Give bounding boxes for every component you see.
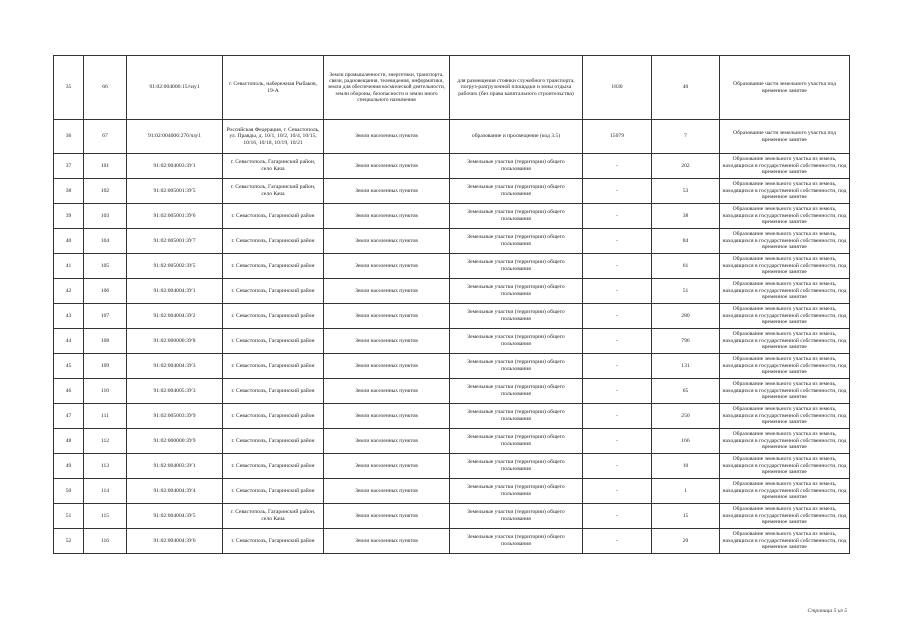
address-cell: г. Севастополь, Гагаринский район [223,479,324,504]
cadastral-number-cell: 91:02:004004:ЗУ5 [127,504,223,529]
part-area-cell: 20 [652,529,720,554]
plot-id-cell: 114 [84,479,127,504]
address-cell: г. Севастополь, Гагаринский район [223,429,324,454]
plot-id-cell: 106 [84,279,127,304]
permitted-use-cell: Земельные участки (территории) общего пользования [450,229,583,254]
area-cell: - [583,504,652,529]
purpose-cell: Образование земельного участка из земель, находящихся в государственной собственности, под временное занятие [720,454,850,479]
part-area-cell: 250 [652,404,720,429]
area-cell: - [583,329,652,354]
land-category-cell: Земли населенных пунктов [324,354,450,379]
part-area-cell: 15 [652,504,720,529]
permitted-use-cell: Земельные участки (территории) общего пользования [450,179,583,204]
part-area-cell: 280 [652,304,720,329]
area-cell: - [583,204,652,229]
plot-id-cell: 105 [84,254,127,279]
part-area-cell: 131 [652,354,720,379]
land-category-cell: Земли населенных пунктов [324,254,450,279]
purpose-cell: Образование земельного участка из земель, находящихся в государственной собственности, под временное занятие [720,529,850,554]
area-cell: - [583,229,652,254]
permitted-use-cell: Земельные участки (территории) общего пользования [450,379,583,404]
row-number-cell: 40 [54,229,84,254]
land-category-cell: Земли населенных пунктов [324,454,450,479]
address-cell: г. Севастополь, Гагаринский район [223,229,324,254]
land-category-cell: Земли промышленности, энергетики, транспорта, связи, радиовещания, телевидения, информатики, земли для обеспечения космической деятельности, земли обороны, безопасности и земли иного специального назначения [324,56,450,120]
part-area-cell: 65 [652,379,720,404]
row-number-cell: 50 [54,479,84,504]
row-number-cell: 39 [54,204,84,229]
address-cell: г. Севастополь, Гагаринский район [223,304,324,329]
land-category-cell: Земли населенных пунктов [324,154,450,179]
area-cell: - [583,454,652,479]
area-cell: - [583,304,652,329]
row-number-cell: 44 [54,329,84,354]
permitted-use-cell: Земельные участки (территории) общего пользования [450,154,583,179]
part-area-cell: 40 [652,56,720,120]
row-number-cell: 49 [54,454,84,479]
permitted-use-cell: Земельные участки (территории) общего пользования [450,329,583,354]
area-cell: - [583,179,652,204]
plot-id-cell: 108 [84,329,127,354]
plot-id-cell: 101 [84,154,127,179]
area-cell: - [583,254,652,279]
row-number-cell: 51 [54,504,84,529]
permitted-use-cell: Земельные участки (территории) общего пользования [450,454,583,479]
address-cell: г. Севастополь, Гагаринский район [223,404,324,429]
row-number-cell: 41 [54,254,84,279]
part-area-cell: 61 [652,254,720,279]
plot-id-cell: 115 [84,504,127,529]
cadastral-number-cell: 91:02:005001:ЗУ6 [127,204,223,229]
area-cell: - [583,479,652,504]
plot-id-cell: 112 [84,429,127,454]
purpose-cell: Образование земельного участка из земель, находящихся в государственной собственности, под временное занятие [720,279,850,304]
purpose-cell: Образование земельного участка из земель, находящихся в государственной собственности, под временное занятие [720,179,850,204]
plot-id-cell: 103 [84,204,127,229]
cadastral-number-cell: 91:02:004006:276/чзу1 [127,120,223,154]
part-area-cell: 10 [652,454,720,479]
plot-id-cell: 116 [84,529,127,554]
purpose-cell: Образование земельного участка из земель, находящихся в государственной собственности, под временное занятие [720,254,850,279]
cadastral-number-cell: 91:02:004004:ЗУ4 [127,479,223,504]
permitted-use-cell: образование и просвещение (код 3.5) [450,120,583,154]
permitted-use-cell: Земельные участки (территории) общего пользования [450,479,583,504]
part-area-cell: 84 [652,229,720,254]
address-cell: г. Севастополь, Гагаринский район, село Кача [223,504,324,529]
cadastral-number-cell: 91:02:004004:ЗУ2 [127,304,223,329]
table-row [54,179,850,204]
cadastral-number-cell: 91:02:004004:ЗУ6 [127,529,223,554]
cadastral-number-cell: 91:02:004003:ЗУ1 [127,154,223,179]
purpose-cell: Образование земельного участка из земель, находящихся в государственной собственности, под временное занятие [720,329,850,354]
cadastral-number-cell: 91:02:004004:ЗУ3 [127,354,223,379]
row-number-cell: 48 [54,429,84,454]
row-number-cell: 43 [54,304,84,329]
purpose-cell: Образование земельного участка из земель, находящихся в государственной собственности, под временное занятие [720,229,850,254]
table-row [54,204,850,229]
land-plots-table [53,55,850,554]
land-category-cell: Земли населенных пунктов [324,279,450,304]
address-cell: г. Севастополь, Гагаринский район [223,254,324,279]
land-category-cell: Земли населенных пунктов [324,429,450,454]
land-category-cell: Земли населенных пунктов [324,229,450,254]
area-cell: - [583,154,652,179]
part-area-cell: 38 [652,204,720,229]
land-category-cell: Земли населенных пунктов [324,179,450,204]
permitted-use-cell: Земельные участки (территории) общего пользования [450,279,583,304]
plot-id-cell: 109 [84,354,127,379]
purpose-cell: Образование земельного участка из земель, находящихся в государственной собственности, под временное занятие [720,304,850,329]
address-cell: г. Севастополь, Гагаринский район, село Кача [223,179,324,204]
address-cell: г. Севастополь, Гагаринский район [223,279,324,304]
purpose-cell: Образование земельного участка из земель, находящихся в государственной собственности, под временное занятие [720,404,850,429]
cadastral-number-cell: 91:02:004006:15/чзу1 [127,56,223,120]
part-area-cell: 166 [652,429,720,454]
cadastral-number-cell: 91:02:000000:ЗУ9 [127,429,223,454]
purpose-cell: Образование части земельного участка под временное занятие [720,120,850,154]
table-row [54,354,850,379]
permitted-use-cell: Земельные участки (территории) общего пользования [450,504,583,529]
table-row [54,304,850,329]
table-row [54,404,850,429]
cadastral-number-cell: 91:02:004004:ЗУ1 [127,279,223,304]
land-category-cell: Земли населенных пунктов [324,529,450,554]
address-cell: г. Севастополь, Гагаринский район [223,354,324,379]
permitted-use-cell: для размещения стоянки служебного транспорта, погруз-разгрузочной площадки и зоны отдыха рабочих (без права капитального строительства) [450,56,583,120]
address-cell: Российская Федерация, г. Севастополь, ул. Правды, д. 10/1, 10/2, 10/4, 10/15, 10/16, 10/18, 10/19, 10/21 [223,120,324,154]
part-area-cell: 1 [652,479,720,504]
land-category-cell: Земли населенных пунктов [324,304,450,329]
row-number-cell: 35 [54,56,84,120]
table-row [54,504,850,529]
cadastral-number-cell: 91:02:005001:ЗУ5 [127,179,223,204]
land-category-cell: Земли населенных пунктов [324,379,450,404]
land-category-cell: Земли населенных пунктов [324,204,450,229]
address-cell: г. Севастополь, набережная Рыбаков, 19-А [223,56,324,120]
plot-id-cell: 110 [84,379,127,404]
part-area-cell: 202 [652,154,720,179]
land-category-cell: Земли населенных пунктов [324,479,450,504]
row-number-cell: 38 [54,179,84,204]
area-cell: 1830 [583,56,652,120]
area-cell: 15079 [583,120,652,154]
cadastral-number-cell: 91:02:004003:ЗУ1 [127,454,223,479]
address-cell: г. Севастополь, Гагаринский район [223,379,324,404]
permitted-use-cell: Земельные участки (территории) общего пользования [450,429,583,454]
table-row [54,429,850,454]
cadastral-number-cell: 91:02:000000:ЗУ8 [127,329,223,354]
cadastral-number-cell: 91:02:005002:ЗУ5 [127,254,223,279]
cadastral-number-cell: 91:02:005001:ЗУ7 [127,229,223,254]
table-row [54,279,850,304]
permitted-use-cell: Земельные участки (территории) общего пользования [450,254,583,279]
land-category-cell: Земли населенных пунктов [324,329,450,354]
table-row [54,56,850,120]
table-row [54,229,850,254]
table-row [54,479,850,504]
address-cell: г. Севастополь, Гагаринский район [223,529,324,554]
cadastral-number-cell: 91:02:005003:ЗУ9 [127,404,223,429]
address-cell: г. Севастополь, Гагаринский район, село Кача [223,154,324,179]
cadastral-number-cell: 91:02:004005:ЗУ3 [127,379,223,404]
table-body [54,56,850,554]
part-area-cell: 796 [652,329,720,354]
row-number-cell: 46 [54,379,84,404]
table-row [54,379,850,404]
table-row [54,454,850,479]
plot-id-cell: 111 [84,404,127,429]
purpose-cell: Образование земельного участка из земель, находящихся в государственной собственности, под временное занятие [720,154,850,179]
table-row [54,529,850,554]
purpose-cell: Образование земельного участка из земель, находящихся в государственной собственности, под временное занятие [720,204,850,229]
plot-id-cell: 66 [84,56,127,120]
part-area-cell: 51 [652,279,720,304]
purpose-cell: Образование части земельного участка под временное занятие [720,56,850,120]
row-number-cell: 37 [54,154,84,179]
land-category-cell: Земли населенных пунктов [324,120,450,154]
land-category-cell: Земли населенных пунктов [324,504,450,529]
row-number-cell: 52 [54,529,84,554]
purpose-cell: Образование земельного участка из земель, находящихся в государственной собственности, под временное занятие [720,379,850,404]
permitted-use-cell: Земельные участки (территории) общего пользования [450,354,583,379]
plot-id-cell: 67 [84,120,127,154]
land-category-cell: Земли населенных пунктов [324,404,450,429]
table-row [54,154,850,179]
row-number-cell: 47 [54,404,84,429]
purpose-cell: Образование земельного участка из земель, находящихся в государственной собственности, под временное занятие [720,479,850,504]
purpose-cell: Образование земельного участка из земель, находящихся в государственной собственности, под временное занятие [720,429,850,454]
table-row [54,254,850,279]
address-cell: г. Севастополь, Гагаринский район [223,204,324,229]
plot-id-cell: 102 [84,179,127,204]
row-number-cell: 45 [54,354,84,379]
purpose-cell: Образование земельного участка из земель, находящихся в государственной собственности, под временное занятие [720,354,850,379]
plot-id-cell: 107 [84,304,127,329]
area-cell: - [583,354,652,379]
row-number-cell: 36 [54,120,84,154]
area-cell: - [583,379,652,404]
row-number-cell: 42 [54,279,84,304]
page-number: Страница 5 из 5 [807,608,847,614]
area-cell: - [583,404,652,429]
area-cell: - [583,429,652,454]
table-row [54,120,850,154]
part-area-cell: 53 [652,179,720,204]
purpose-cell: Образование земельного участка из земель, находящихся в государственной собственности, под временное занятие [720,504,850,529]
area-cell: - [583,529,652,554]
table-row [54,329,850,354]
permitted-use-cell: Земельные участки (территории) общего пользования [450,304,583,329]
address-cell: г. Севастополь, Гагаринский район [223,329,324,354]
plot-id-cell: 104 [84,229,127,254]
permitted-use-cell: Земельные участки (территории) общего пользования [450,204,583,229]
area-cell: - [583,279,652,304]
plot-id-cell: 113 [84,454,127,479]
permitted-use-cell: Земельные участки (территории) общего пользования [450,529,583,554]
permitted-use-cell: Земельные участки (территории) общего пользования [450,404,583,429]
part-area-cell: 7 [652,120,720,154]
address-cell: г. Севастополь, Гагаринский район [223,454,324,479]
